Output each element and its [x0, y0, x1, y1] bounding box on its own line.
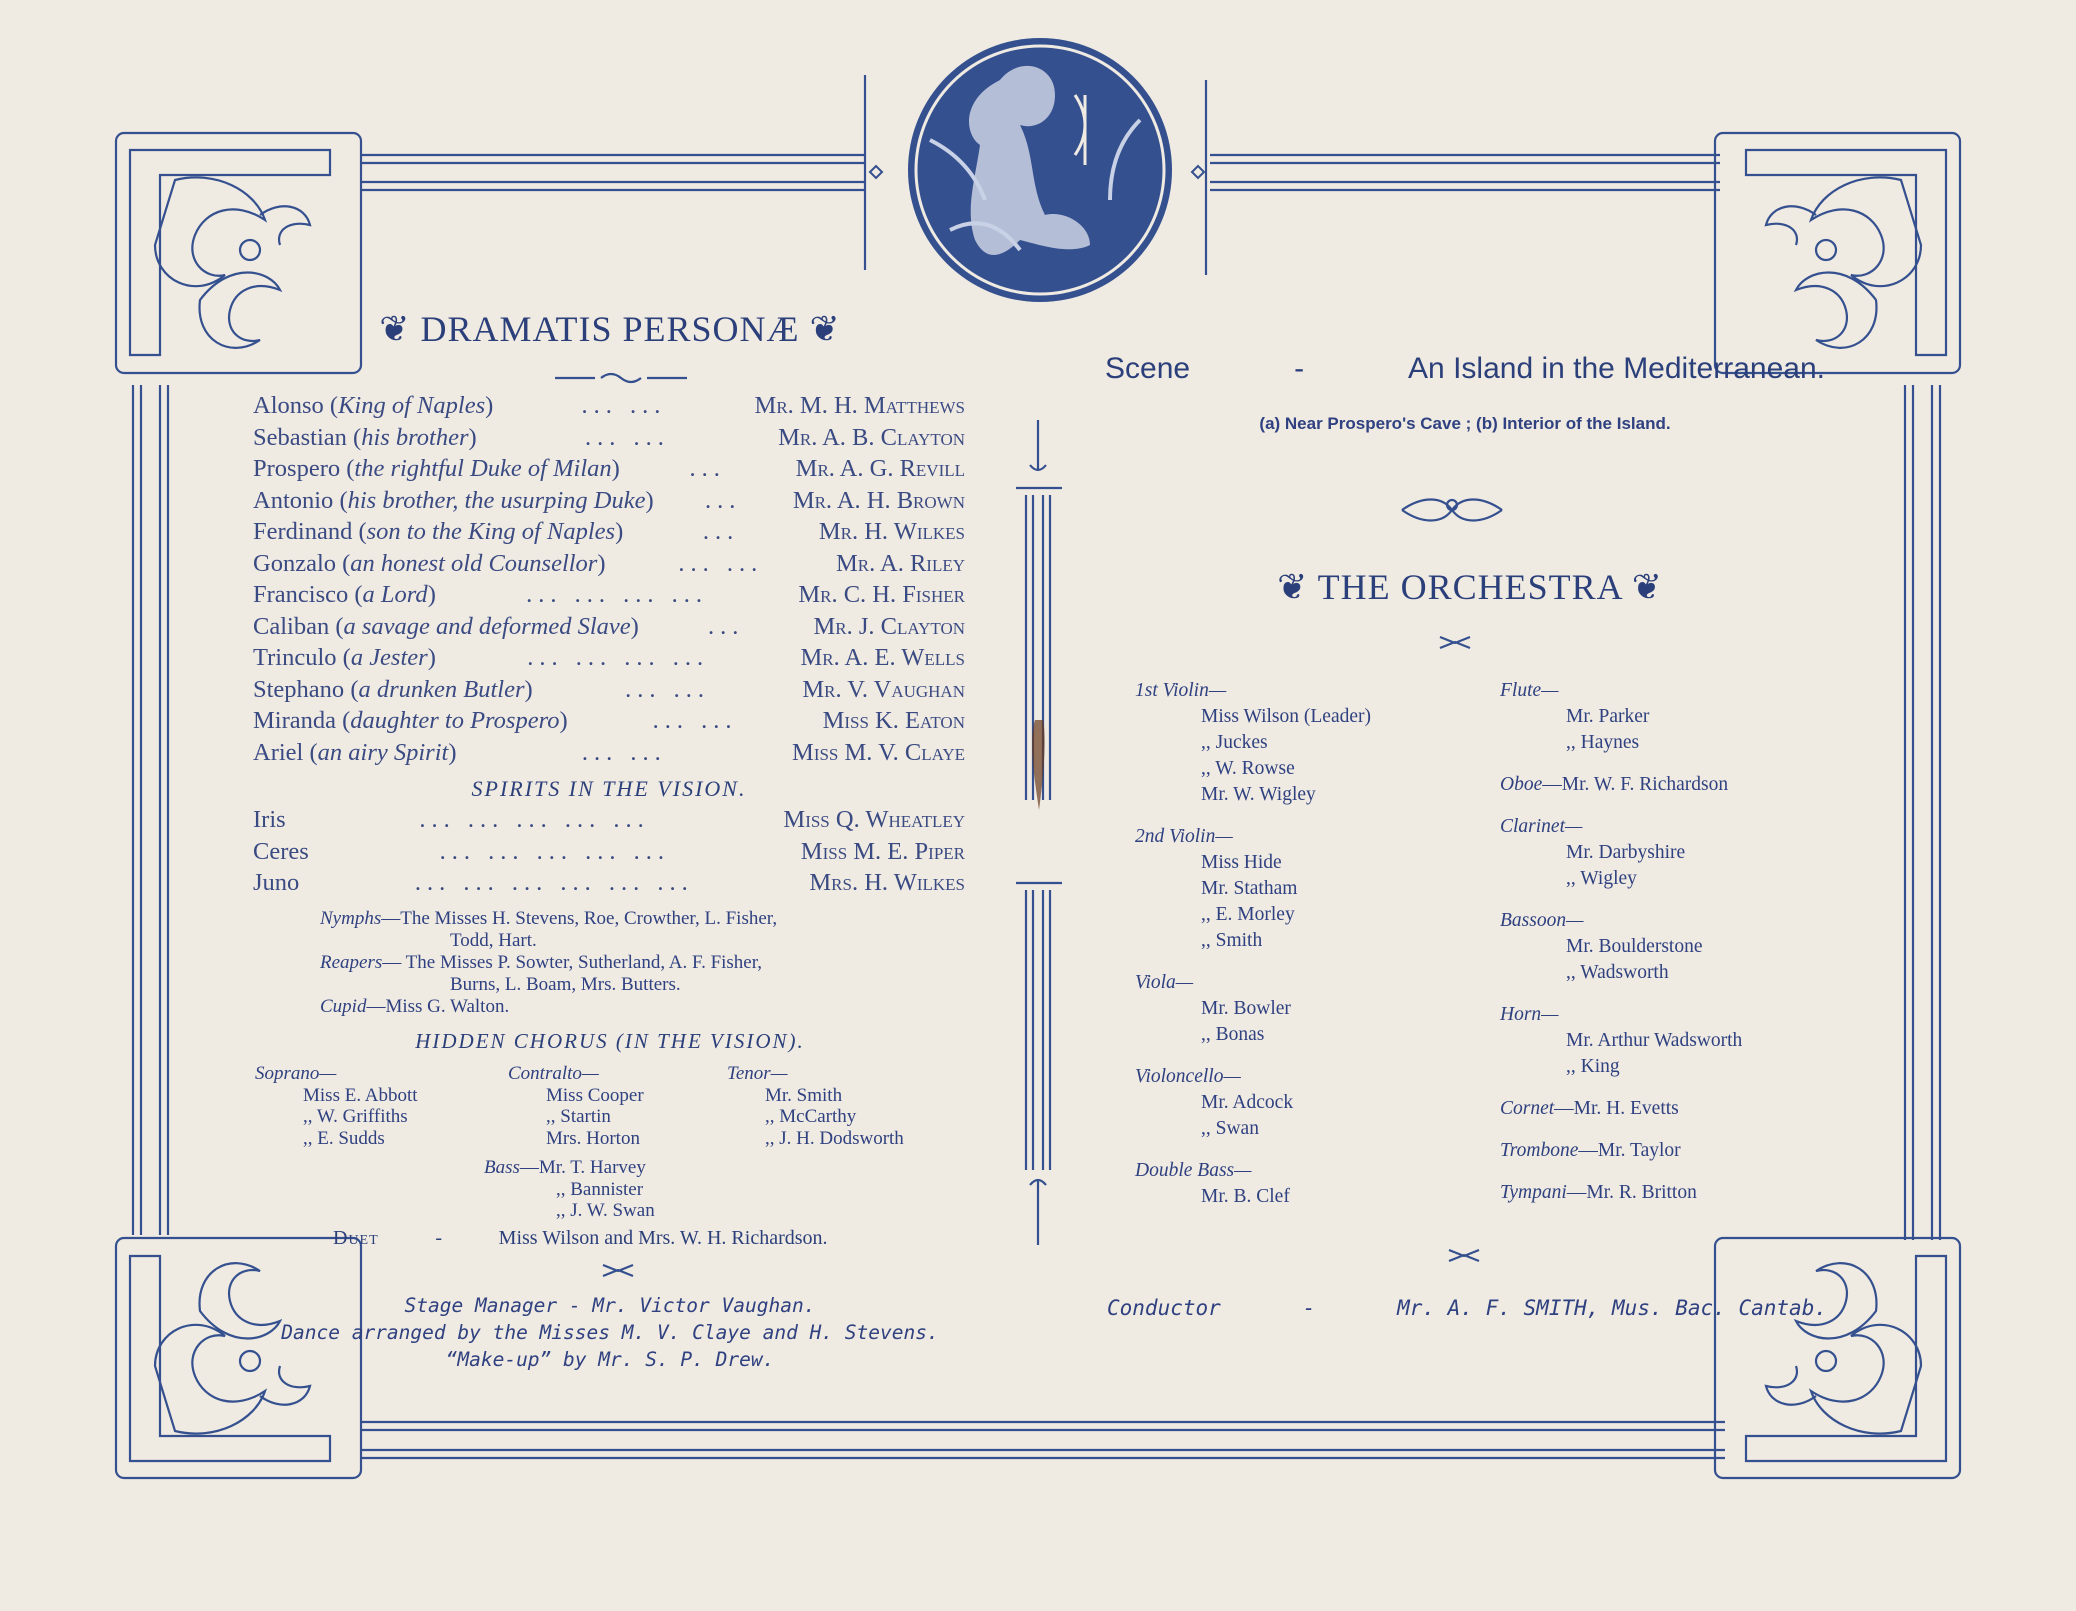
hidden-chorus-heading: HIDDEN CHORUS (IN THE VISION).	[415, 1029, 805, 1053]
scene-label: Scene	[1105, 352, 1191, 385]
cast-character: Ferdinand (son to the King of Naples)	[253, 518, 624, 545]
bass-group: Bass—Mr. T. Harvey ,, Bannister ,, J. W. Swan	[484, 1157, 655, 1221]
leader-dots: ...	[689, 455, 726, 482]
fleuron-icon: ❦	[809, 309, 841, 349]
character-description: an honest old Counsellor	[350, 549, 598, 577]
leader-dots: ... ... ... ... ... ...	[414, 869, 694, 896]
character-description: the rightful Duke of Milan	[354, 455, 612, 482]
character-name: Ariel	[253, 738, 304, 766]
spirit-row	[253, 869, 965, 901]
leader-dots: ...	[707, 612, 745, 640]
instrument-section: Violoncello—	[1135, 1066, 1241, 1087]
tenor-names: Mr. Smith ,, McCarthy ,, J. H. Dodsworth	[765, 1084, 904, 1149]
duet-label: Duet	[333, 1227, 379, 1249]
leader-dots: ... ... ... ...	[527, 644, 710, 671]
scene-subtitle: (a) Near Prospero's Cave ; (b) Interior of the Island.	[1259, 414, 1671, 433]
actor-name: Mr. V. Vaughan	[802, 675, 965, 703]
spirit-name: Iris	[253, 806, 286, 833]
player-name: Mr. W. Wigley	[1201, 784, 1316, 805]
orchestra-strings	[1135, 678, 1515, 1210]
cast-row	[253, 455, 965, 487]
scene-line: Scene - An Island in the Mediterranean.	[1105, 352, 1825, 385]
leader-dots: ... ...	[652, 707, 738, 734]
leader-dots: ... ... ... ... ...	[419, 806, 650, 833]
stage-manager-line: Stage Manager - Mr. Victor Vaughan.	[404, 1294, 816, 1317]
player-name: ,, Juckes	[1201, 732, 1268, 753]
actor-name: Mr. C. H. Fisher	[798, 581, 965, 608]
duet-line: Duet - Miss Wilson and Mrs. W. H. Richardson.	[333, 1227, 828, 1249]
cast-row	[253, 644, 965, 676]
character-name: Trinculo	[253, 644, 337, 671]
spirit-name: Ceres	[253, 837, 309, 865]
player-name: Miss Hide	[1201, 852, 1282, 873]
actor-name: Mr. A. B. Clayton	[778, 423, 965, 451]
character-description: daughter to Prospero	[350, 707, 560, 734]
cast-character: Gonzalo (an honest old Counsellor)	[253, 549, 606, 577]
nymphs-reapers-cupid: Nymphs—The Misses H. Stevens, Roe, Crowther, L. Fisher, Todd, Hart. Reapers— The Misses P. Sowter, Sutherland, A. F. Fisher, Burns, L. Boam, Mrs. Butters. Cupid—Miss G. Walton.	[320, 908, 778, 1017]
conductor-name: Mr. A. F. SMITH, Mus. Bac. Cantab.	[1397, 1296, 1827, 1320]
cast-row	[253, 707, 965, 739]
player-name: Mr. Bowler	[1201, 998, 1291, 1019]
leader-dots: ... ... ... ... ...	[439, 837, 670, 865]
cast-character: Miranda (daughter to Prospero)	[253, 707, 568, 734]
character-name: Ferdinand	[253, 518, 353, 545]
contralto-names: Miss Cooper ,, Startin Mrs. Horton	[546, 1084, 644, 1149]
character-description: a Lord	[362, 581, 428, 608]
cast-row	[253, 613, 965, 645]
conductor-line: Conductor - Mr. A. F. SMITH, Mus. Bac. Cantab.	[1107, 1296, 1827, 1320]
character-description: an airy Spirit	[317, 738, 449, 766]
actor-name: Mr. A. Riley	[835, 549, 965, 577]
dramatis-personae-title: ❦ DRAMATIS PERSONÆ ❦	[379, 309, 841, 349]
instrument-section: Viola—	[1135, 972, 1194, 993]
character-description: King of Naples	[338, 392, 486, 419]
cast-character: Trinculo (a Jester)	[253, 644, 436, 671]
actor-name: Miss M. E. Piper	[800, 837, 965, 865]
spirit-row	[253, 838, 965, 870]
soprano-group: Soprano— Miss E. Abbott ,, W. Griffiths ,, E. Sudds	[255, 1063, 418, 1149]
orchestra-title: ❦ THE ORCHESTRA ❦	[1277, 567, 1663, 607]
cast-character: Francisco (a Lord)	[253, 581, 436, 608]
player-name: ,, W. Rowse	[1201, 758, 1295, 779]
leader-dots: ...	[702, 518, 740, 545]
cast-row	[253, 424, 965, 456]
instrument-section: 1st Violin—	[1135, 680, 1227, 701]
cupid-label: Cupid	[320, 996, 367, 1017]
tenor-group: Tenor— Mr. Smith ,, McCarthy ,, J. H. Dodsworth	[727, 1063, 904, 1149]
cast-character: Ariel (an airy Spirit)	[253, 738, 457, 766]
character-description: his brother	[361, 423, 469, 451]
actor-name: Mrs. H. Wilkes	[809, 869, 965, 896]
cast-row	[253, 581, 965, 613]
player-name: Mr. B. Clef	[1201, 1186, 1290, 1207]
character-name: Gonzalo	[253, 549, 336, 577]
dance-line: Dance arranged by the Misses M. V. Claye and H. Stevens.	[281, 1321, 939, 1344]
player-name: Miss Wilson (Leader)	[1201, 706, 1371, 727]
spirit-row	[253, 806, 965, 838]
character-description: his brother, the usurping Duke	[347, 486, 646, 514]
cast-character: Alonso (King of Naples)	[253, 392, 494, 419]
actor-name: Miss Q. Wheatley	[783, 806, 965, 833]
character-name: Alonso	[253, 392, 324, 419]
actor-name: Mr. J. Clayton	[813, 612, 965, 640]
leader-dots: ... ... ... ...	[526, 581, 709, 608]
character-description: a drunken Butler	[358, 675, 525, 703]
player-name: Mr. Statham	[1201, 878, 1298, 899]
contralto-group: Contralto— Miss Cooper ,, Startin Mrs. Horton	[508, 1063, 644, 1149]
cast-list	[253, 392, 965, 901]
actor-name: Mr. H. Wilkes	[818, 518, 965, 545]
actor-name: Mr. A. H. Brown	[792, 486, 965, 514]
spirit-name: Juno	[253, 869, 300, 896]
fleuron-icon: ❦	[1277, 567, 1309, 607]
soprano-names: Miss E. Abbott ,, W. Griffiths ,, E. Sudds	[303, 1084, 418, 1149]
character-name: Miranda	[253, 707, 336, 734]
cast-row	[253, 739, 965, 771]
actor-name: Mr. A. E. Wells	[800, 644, 965, 671]
makeup-line: “Make-up” by Mr. S. P. Drew.	[445, 1348, 775, 1371]
player-name: ,, Smith	[1201, 930, 1263, 951]
cast-character: Antonio (his brother, the usurping Duke)	[253, 486, 654, 514]
production-credits	[250, 1292, 970, 1373]
player-name: ,, Bonas	[1201, 1024, 1265, 1045]
cast-row	[253, 676, 965, 708]
lyre-player-medallion	[908, 38, 1172, 302]
character-name: Prospero	[253, 455, 341, 482]
leader-dots: ... ...	[625, 675, 710, 703]
actor-name: Miss K. Eaton	[822, 707, 965, 734]
instrument-section: Double Bass—	[1135, 1160, 1252, 1181]
scene-text: An Island in the Mediterranean.	[1408, 352, 1825, 385]
cast-row	[253, 487, 965, 519]
leader-dots: ... ...	[581, 738, 667, 766]
nymphs-label: Nymphs	[320, 908, 382, 929]
cast-character: Caliban (a savage and deformed Slave)	[253, 612, 639, 640]
character-description: a Jester	[350, 644, 428, 671]
player-name: Mr. Adcock	[1201, 1092, 1294, 1113]
conductor-label: Conductor	[1107, 1296, 1221, 1320]
cast-row	[253, 518, 965, 550]
player-name: ,, E. Morley	[1201, 904, 1295, 925]
reapers-label: Reapers	[320, 952, 383, 973]
character-description: a savage and deformed Slave	[343, 612, 631, 640]
leader-dots: ... ...	[678, 549, 764, 577]
cast-character: Prospero (the rightful Duke of Milan)	[253, 455, 620, 482]
cast-row	[253, 550, 965, 582]
character-name: Antonio	[253, 486, 334, 514]
actor-name: Mr. M. H. Matthews	[754, 392, 965, 419]
character-name: Stephano	[253, 675, 345, 703]
leader-dots: ... ...	[581, 392, 667, 419]
actor-name: Mr. A. G. Revill	[795, 455, 965, 482]
leader-dots: ...	[705, 486, 742, 514]
cast-character: Stephano (a drunken Butler)	[253, 675, 533, 703]
fleuron-icon: ❦	[1631, 567, 1663, 607]
spirits-heading: SPIRITS IN THE VISION.	[471, 776, 747, 801]
player-name: ,, Swan	[1201, 1118, 1259, 1139]
fleuron-icon: ❦	[379, 309, 411, 349]
character-name: Caliban	[253, 612, 330, 640]
instrument-section: 2nd Violin—	[1135, 826, 1233, 847]
character-description: son to the King of Naples	[366, 518, 616, 545]
character-name: Sebastian	[253, 423, 347, 451]
cast-character: Sebastian (his brother)	[253, 423, 477, 451]
character-name: Francisco	[253, 581, 349, 608]
leader-dots: ... ...	[584, 423, 670, 451]
cast-row	[253, 392, 965, 424]
orchestra-winds: Flute— Mr. Parker ,, Haynes Oboe—Mr. W. F. Richardson Clarinet— Mr. Darbyshire ,, Wigley Bassoon— Mr. Boulderstone ,, Wadsworth Horn— Mr. Arthur Wadsworth ,, King Cornet—Mr. H. Evetts Trombone—Mr. Taylor Tympani—Mr. R. Britton	[1500, 680, 1743, 1203]
actor-name: Miss M. V. Claye	[792, 738, 965, 766]
